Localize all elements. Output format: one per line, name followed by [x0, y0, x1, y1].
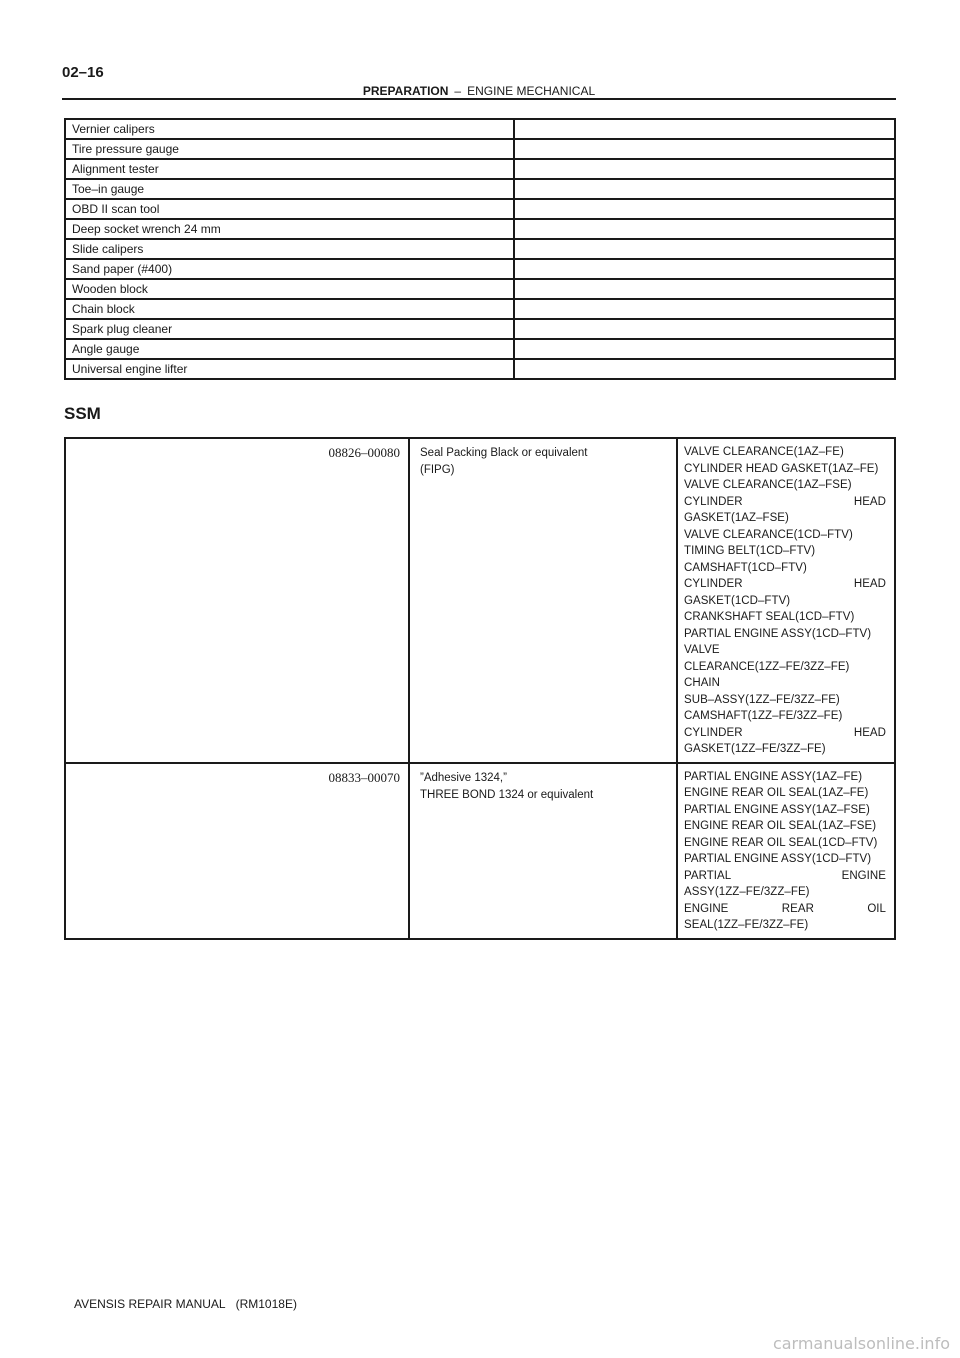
- ssm-usage-line: CLEARANCE(1ZZ–FE/3ZZ–FE): [684, 660, 850, 673]
- tool-row: [65, 299, 895, 319]
- tool-row: [65, 159, 895, 179]
- tool-name: Vernier calipers: [65, 119, 514, 139]
- ssm-usage-line: GASKET(1CD–FTV): [684, 594, 791, 607]
- tool-name: Slide calipers: [65, 239, 514, 259]
- ssm-usage-line: ENGINE REAR OIL SEAL(1AZ–FSE): [684, 820, 877, 832]
- ssm-usage-line: VALVE: [684, 644, 720, 656]
- tool-note: [514, 359, 895, 379]
- subsection-title: ENGINE MECHANICAL: [467, 84, 596, 98]
- ssm-part-name-line: (FIPG): [420, 464, 455, 476]
- tool-row: [65, 239, 895, 259]
- ssm-part-name-line: THREE BOND 1324 or equivalent: [420, 788, 594, 801]
- tool-row: [65, 139, 895, 159]
- tool-name: Chain block: [65, 299, 514, 319]
- tool-name: Deep socket wrench 24 mm: [65, 219, 514, 239]
- tool-note: [514, 259, 895, 279]
- tool-note: [514, 339, 895, 359]
- ssm-heading: SSM: [64, 404, 101, 423]
- ssm-usage-line: PARTIAL ENGINE ASSY(1CD–FTV): [684, 627, 872, 640]
- ssm-usage-line: CYLINDER HEAD: [684, 495, 886, 508]
- tool-row: [65, 219, 895, 239]
- tool-note: [514, 299, 895, 319]
- page-footer: [74, 1297, 297, 1311]
- ssm-usage-line: SUB–ASSY(1ZZ–FE/3ZZ–FE): [684, 693, 840, 706]
- ssm-usage-line: ASSY(1ZZ–FE/3ZZ–FE): [684, 886, 810, 898]
- ssm-table: [64, 437, 896, 940]
- tool-note: [514, 199, 895, 219]
- ssm-usage-line: GASKET(1AZ–FSE): [684, 512, 789, 524]
- ssm-usage-line: PARTIAL ENGINE ASSY(1AZ–FE): [684, 770, 863, 783]
- page-header: [62, 84, 896, 100]
- ssm-usage-line: CYLINDER HEAD: [684, 726, 886, 739]
- section-title: PREPARATION: [362, 84, 449, 98]
- ssm-part-name-line: Seal Packing Black or equivalent: [420, 447, 588, 459]
- tool-name: Tire pressure gauge: [65, 139, 514, 159]
- ssm-usage-line: ENGINE REAR OIL SEAL(1CD–FTV): [684, 836, 878, 849]
- footer-manual-title: AVENSIS REPAIR MANUAL: [74, 1297, 226, 1311]
- ssm-usage: [677, 763, 895, 939]
- ssm-usage-line: ENGINE REAR OIL SEAL(1AZ–FE): [684, 787, 869, 799]
- tool-name: Alignment tester: [65, 159, 514, 179]
- ssm-usage-line: CRANKSHAFT SEAL(1CD–FTV): [684, 611, 855, 623]
- ssm-usage-line: SEAL(1ZZ–FE/3ZZ–FE): [684, 919, 809, 931]
- ssm-usage-line: GASKET(1ZZ–FE/3ZZ–FE): [684, 743, 826, 755]
- tools-table: [64, 118, 896, 380]
- ssm-usage-line: CHAIN: [684, 677, 721, 689]
- tool-row: [65, 339, 895, 359]
- tool-note: [514, 139, 895, 159]
- ssm-usage-line: VALVE CLEARANCE(1AZ–FE): [684, 446, 844, 458]
- tool-row: [65, 179, 895, 199]
- tool-row: [65, 259, 895, 279]
- tool-name: Sand paper (#400): [65, 259, 514, 279]
- watermark: carmanualsonline.info: [772, 1334, 950, 1353]
- header-separator: –: [454, 84, 462, 98]
- tool-note: [514, 179, 895, 199]
- tool-note: [514, 319, 895, 339]
- footer-manual-code: (RM1018E): [235, 1297, 297, 1311]
- tool-name: Universal engine lifter: [65, 359, 514, 379]
- tool-name: Angle gauge: [65, 339, 514, 359]
- ssm-usage-line: PARTIAL ENGINE ASSY(1AZ–FSE): [684, 803, 870, 816]
- ssm-row: [65, 438, 895, 763]
- ssm-part-name: [409, 438, 677, 763]
- ssm-usage-line: VALVE CLEARANCE(1CD–FTV): [684, 528, 853, 541]
- tool-note: [514, 119, 895, 139]
- tool-note: [514, 159, 895, 179]
- ssm-usage-line: VALVE CLEARANCE(1AZ–FSE): [684, 479, 852, 491]
- tool-note: [514, 239, 895, 259]
- tool-note: [514, 279, 895, 299]
- tool-row: [65, 279, 895, 299]
- tool-row: [65, 119, 895, 139]
- ssm-usage: [677, 438, 895, 763]
- tool-name: Wooden block: [65, 279, 514, 299]
- ssm-usage-line: CYLINDER HEAD: [684, 578, 886, 590]
- tool-row: [65, 199, 895, 219]
- ssm-part-name-line: ”Adhesive 1324,”: [420, 771, 507, 784]
- ssm-usage-line: ENGINE REAR OIL: [684, 902, 886, 915]
- page-number: 02–16: [62, 64, 104, 81]
- ssm-usage-line: TIMING BELT(1CD–FTV): [684, 545, 816, 557]
- tool-row: [65, 319, 895, 339]
- ssm-row: [65, 763, 895, 939]
- tool-note: [514, 219, 895, 239]
- ssm-part-name: [409, 763, 677, 939]
- tool-name: OBD II scan tool: [65, 199, 514, 219]
- tool-name: Toe–in gauge: [65, 179, 514, 199]
- ssm-part-number: 08833–00070: [65, 763, 409, 939]
- ssm-usage-line: PARTIAL ENGINE: [684, 869, 886, 882]
- tool-row: [65, 359, 895, 379]
- tool-name: Spark plug cleaner: [65, 319, 514, 339]
- ssm-usage-line: CAMSHAFT(1CD–FTV): [684, 561, 807, 574]
- ssm-usage-line: CAMSHAFT(1ZZ–FE/3ZZ–FE): [684, 710, 843, 722]
- ssm-usage-line: PARTIAL ENGINE ASSY(1CD–FTV): [684, 853, 872, 865]
- ssm-part-number: 08826–00080: [65, 438, 409, 763]
- ssm-usage-line: CYLINDER HEAD GASKET(1AZ–FE): [684, 462, 879, 475]
